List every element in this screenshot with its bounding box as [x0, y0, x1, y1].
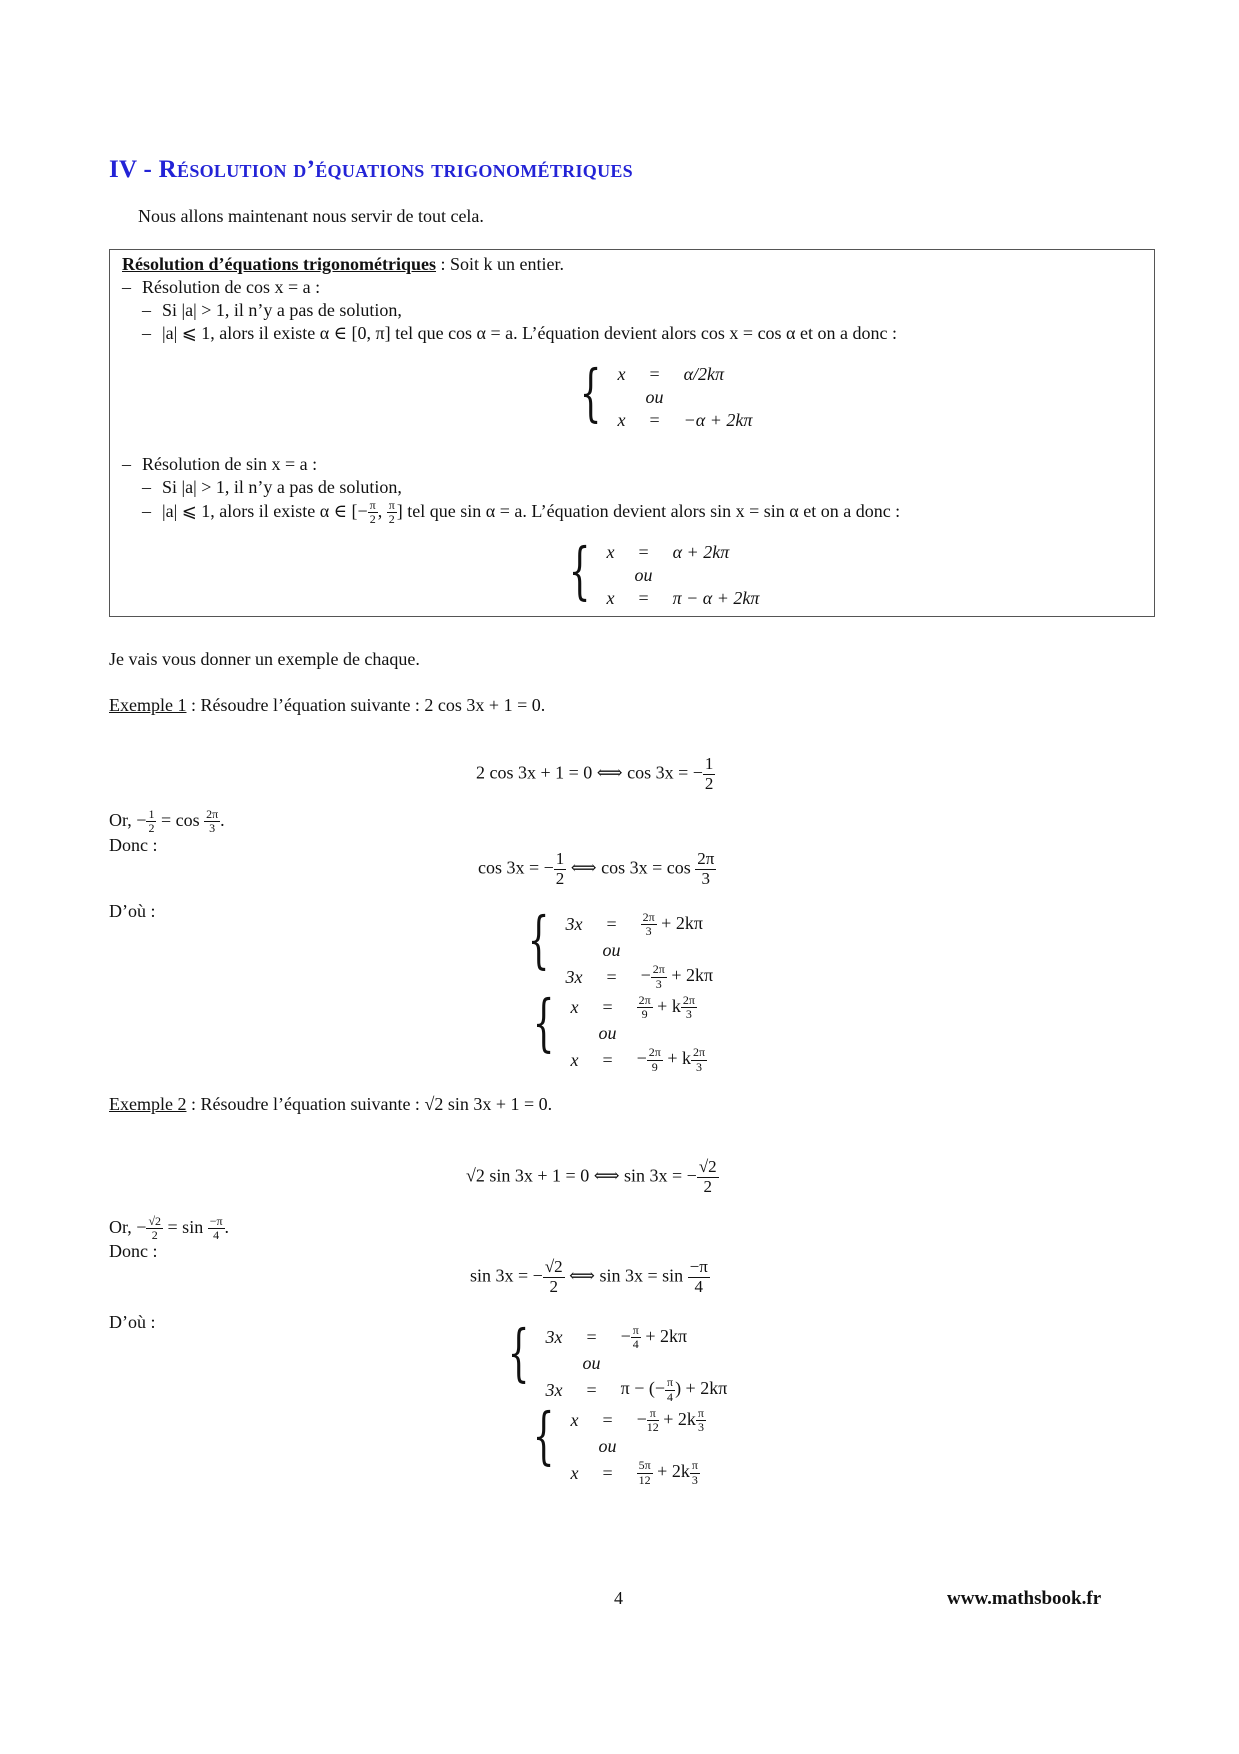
example-2-statement: Exemple 2 : Résoudre l’équation suivante : √2 sin 3x + 1 = 0. — [109, 1094, 553, 1114]
cos-solution-system: { x = α/2kπ ou x = −α + 2kπ — [579, 356, 753, 430]
definition-box — [109, 249, 1155, 617]
example-2-donc: Donc : — [109, 1241, 158, 1261]
example-1-system-2: { x = $\frac{2\pi}{9}$ + k $\frac{2\pi}{3}$ ou x = − $\frac{2\pi}{9}$ + k $\frac{2\pi}{3}$ — [532, 986, 706, 1074]
example-1-donc: Donc : — [109, 835, 158, 855]
cos-case-2: |a| ⩽ 1, alors il existe α ∈ [0, π] tel que cos α = a. L’équation devient alors cos x = cos α et on a donc : — [162, 323, 897, 343]
example-1-equation-1: 2 cos 3x + 1 = 0 ⟺ cos 3x = − $\frac{1}{2}$ — [476, 754, 714, 793]
sin-case-1-line: – Si |a| > 1, il n’y a pas de solution, — [142, 477, 402, 497]
example-1-equation-2: cos 3x = − $\frac{1}{2}$ ⟺ cos 3x = cos $\frac{2\pi}{3}$ — [478, 849, 715, 888]
sin-title: Résolution de sin x = a : — [142, 454, 318, 474]
cos-case-1: Si |a| > 1, il n’y a pas de solution, — [162, 300, 402, 320]
example-1-or: Or, − $\frac{1}{2}$ = cos $\frac{2\pi}{3}$ . — [109, 807, 225, 836]
example-2-system-2: { x = − $\frac{\pi}{12}$ + 2k $\frac{\pi}{3}$ ou x = $\frac{5\pi}{12}$ + 2k $\frac{\pi}{3}$ — [532, 1399, 704, 1487]
example-1-system-1: { 3x = $\frac{2\pi}{3}$ + 2kπ ou 3x = − $\frac{2\pi}{3}$ + 2kπ — [527, 903, 714, 991]
example-2-label: Exemple 2 — [109, 1094, 187, 1114]
cos-case-1-line: – Si |a| > 1, il n’y a pas de solution, — [142, 300, 402, 320]
example-2-equation-1: √2 sin 3x + 1 = 0 ⟺ sin 3x = − $\frac{√2}{2}$ — [466, 1157, 717, 1196]
box-heading-suffix: : Soit k un entier. — [436, 254, 565, 274]
example-2-dou: D’où : — [109, 1312, 156, 1332]
box-heading-line — [122, 253, 564, 275]
brace-icon: { — [532, 986, 555, 1059]
cos-case-2-line: – |a| ⩽ 1, alors il existe α ∈ [0, π] tel que cos α = a. L’équation devient alors cos x = cos α et on a donc : — [142, 323, 897, 343]
cos-title: Résolution de cos x = a : — [142, 277, 321, 297]
cos-title-line: – Résolution de cos x = a : — [122, 277, 321, 297]
site-url[interactable]: www.mathsbook.fr — [947, 1588, 1102, 1609]
example-2-system-1: { 3x = − $\frac{\pi}{4}$ + 2kπ ou 3x = π − (− $\frac{\pi}{4}$ ) + 2kπ — [507, 1316, 728, 1404]
example-2-equation-2: sin 3x = − $\frac{√2}{2}$ ⟺ sin 3x = sin $\frac{-\pi}{4}$ — [470, 1257, 708, 1296]
example-1-statement: Exemple 1 : Résoudre l’équation suivante : 2 cos 3x + 1 = 0. — [109, 695, 546, 715]
sin-solution-system: { x = α + 2kπ ou x = π − α + 2kπ — [568, 534, 760, 608]
section-title: IV - Résolution d’équations trigonométriques — [109, 156, 633, 183]
example-1-label: Exemple 1 — [109, 695, 187, 715]
intro-text: Nous allons maintenant nous servir de tout cela. — [138, 206, 484, 226]
sin-case-1: Si |a| > 1, il n’y a pas de solution, — [162, 477, 402, 497]
brace-icon: { — [532, 1399, 555, 1472]
page-number: 4 — [614, 1588, 623, 1608]
brace-icon: { — [527, 903, 550, 976]
brace-icon: { — [579, 356, 602, 429]
box-heading: Résolution d’équations trigonométriques — [122, 254, 437, 274]
example-2-or: Or, − $\frac{√2}{2}$ = sin $\frac{-\pi}{4}$ . — [109, 1214, 230, 1243]
brace-icon: { — [507, 1316, 530, 1389]
example-1-dou: D’où : — [109, 901, 156, 921]
sin-title-line: – Résolution de sin x = a : — [122, 454, 318, 474]
sin-case-2-line: – |a| ⩽ 1, alors il existe α ∈ [− $\frac{\pi}{2}$ , $\frac{\pi}{2}$ ] tel que sin α = a. L’équation devient alors sin x = sin α et on a donc : — [142, 498, 901, 527]
transition-text: Je vais vous donner un exemple de chaque. — [109, 649, 420, 669]
brace-icon: { — [568, 534, 591, 607]
